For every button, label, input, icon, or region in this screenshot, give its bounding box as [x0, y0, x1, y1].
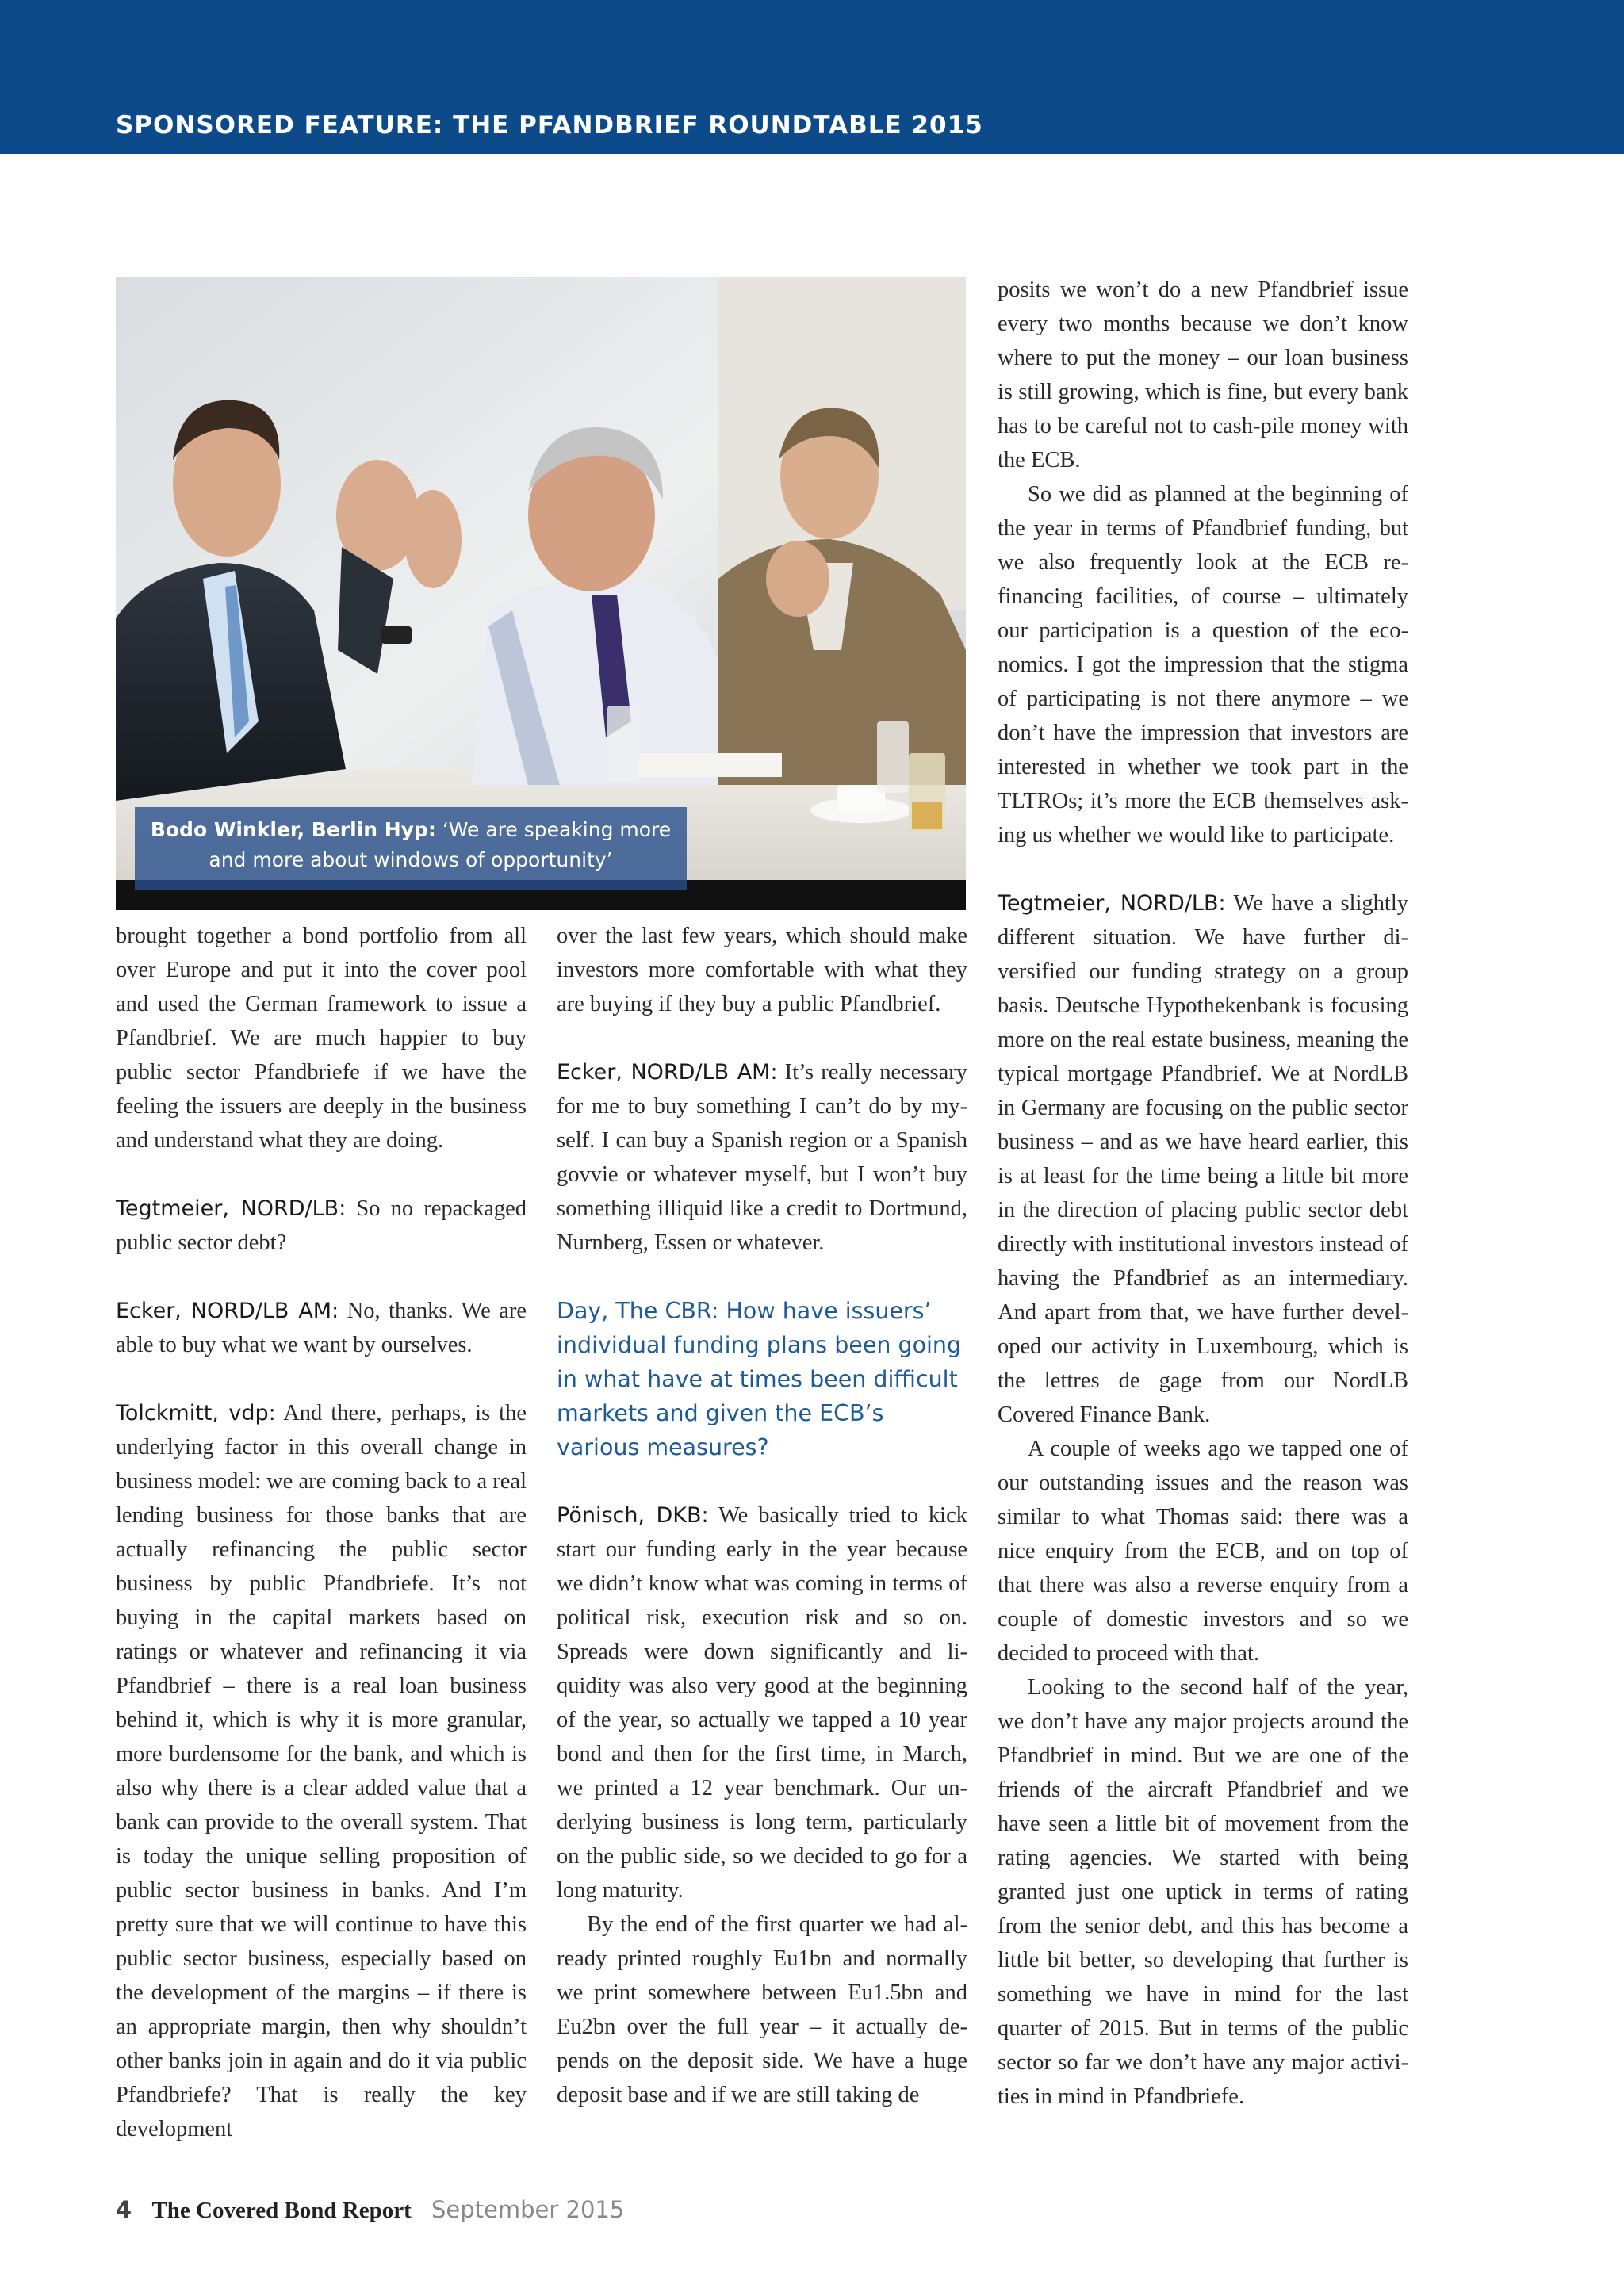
caption-speaker: Bodo Winkler, Berlin Hyp:: [150, 818, 436, 841]
caption-quote: ‘We are speaking more and more about windows of opportunity’: [209, 818, 672, 871]
page-number: 4: [116, 2196, 132, 2223]
paragraph: brought together a bond portfolio from all over Europe and put it into the cover pool and used the German framework to issue a Pfandbrief. We are much happier to buy public sector Pfandbriefe if we have the feeling the issuers are deeply in the business and understand what they are doing.: [116, 924, 527, 1153]
paragraph: over the last few years, which should make investors more comfortable with what they are buying if they buy a public Pfandbrief.: [557, 924, 967, 1016]
paragraph: posits we won’t do a new Pfandbrief issue every two months because we don’t know where to put the money – our loan business is still growing, which is fine, but every bank has to be careful not to cash-pile money with the ECB.: [998, 277, 1408, 473]
paragraph: [998, 886, 1408, 1432]
moderator-question: Day, The CBR: How have issuers’ individual funding plans been going in what have at times been difficult markets and given the ECB’s various measures?: [557, 1298, 962, 1460]
speech-text: So no repackaged public sector debt?: [116, 1196, 527, 1255]
speech-text: No, thanks. We are able to buy what we want by ourselves.: [116, 1299, 527, 1357]
speech-text: And there, perhaps, is the underlying factor in this overall change in business model: we are coming back to a real lending business for those banks that are actually refinancing the public sector business by public Pfandbriefe. It’s not buying in the capital markets based on ratings or whatever and refinancing it via Pfandbrief – there is a real loan business behind it, which is why it is more granular, more burdensome for the bank, and which is also why there is a clear added value that a bank can provide to the overall system. That is today the unique selling proposition of public sector business in banks. And I’m pretty sure that we will continue to have this public sector business, especially based on the development of the margins – if there is an appropriate margin, then why shouldn’t other banks join in again and do it via public Pfandbriefe? That is really the key development: [116, 1401, 527, 2141]
paragraph: By the end of the first quarter we had already printed roughly Eu1bn and normally we print somewhere between Eu1.5bn and Eu2bn over the full year – it actually depends on the deposit side. We have a huge deposit base and if we are still taking de: [557, 1912, 967, 2107]
speech-text: It’s really necessary for me to buy something I can’t do by myself. I can buy a Spanish region or a Spanish govvie or whatever myself, but I won’t buy something illiquid like a credit to Dortmund, Nurnberg, Essen or whatever.: [557, 1060, 967, 1255]
speaker-name: Ecker, NORD/LB AM:: [557, 1060, 778, 1085]
issue-date: September 2015: [431, 2196, 625, 2223]
page-footer: [116, 2196, 624, 2224]
speaker-name: Ecker, NORD/LB AM:: [116, 1299, 339, 1323]
speech-text: We basically tried to kick start our funding early in the year because we didn’t know what was coming in terms of political risk, execution risk and so on. Spreads were down significantly and liquidity was also very good at the beginning of the year, so actually we tapped a 10 year bond and then for the first time, in March, we printed a 12 year benchmark. Our underlying business is long term, particularly on the public side, so we decided to go for a long maturity.: [557, 1503, 967, 1903]
paragraph: Looking to the second half of the year, we don’t have any major projects around the Pfandbrief in mind. But we are one of the friends of the aircraft Pfandbrief and we have seen a little bit of movement from the rating agencies. We started with being granted just one uptick in terms of rating from the senior debt, and this has become a little bit better, so developing that further is something we have in mind for the last quarter of 2015. But in terms of the public sector so far we don’t have any major activities in mind in Pfandbriefe.: [998, 1675, 1408, 2109]
text-column-3: [998, 273, 1408, 2114]
text-column-1: [116, 919, 527, 2146]
paragraph: [116, 1192, 527, 1260]
section-title: SPONSORED FEATURE: THE PFANDBRIEF ROUNDTABLE 2015: [116, 111, 983, 140]
text-column-2: [557, 919, 967, 2112]
speaker-name: Tegtmeier, NORD/LB:: [116, 1196, 347, 1221]
paragraph: [116, 1294, 527, 1362]
speech-text: We have a slightly different situation. We have further diversified our funding strategy on a group basis. Deutsche Hypothekenbank is focusing more on the real estate business, meaning the typical mortgage Pfandbrief. We at NordLB in Germany are focusing on the public sector business – and as we have heard earlier, this is at least for the time being a little bit more in the direction of placing public sector debt directly with institutional investors instead of having the Pfandbrief as an intermediary. And apart from that, we have further developed our activity in Luxembourg, which is the lettres de gage from our NordLB Covered Finance Bank.: [998, 891, 1408, 1427]
speaker-name: Pönisch, DKB:: [557, 1503, 709, 1528]
roundtable-photo: [116, 277, 966, 910]
photo-caption: [135, 807, 687, 890]
paragraph: [116, 1396, 527, 2146]
paragraph: So we did as planned at the beginning of the year in terms of Pfandbrief funding, but we also frequently look at the ECB refinancing facilities, of course – ultimately our participation is a question of the economics. I got the impression that the stigma of participating is not there anymore – we don’t have the impression that investors are interested in whether we took part in the TLTROs; it’s more the ECB themselves asking us whether we would like to participate.: [998, 482, 1408, 848]
speaker-name: Tegtmeier, NORD/LB:: [998, 891, 1226, 916]
speaker-name: Tolckmitt, vdp:: [116, 1401, 276, 1425]
paragraph: [557, 1498, 967, 1908]
paragraph: A couple of weeks ago we tapped one of our outstanding issues and the reason was similar to what Thomas said: there was a nice enquiry from the ECB, and on top of that there was also a reverse enquiry from a couple of domestic investors and so we decided to proceed with that.: [998, 1437, 1408, 1666]
publication-name: The Covered Bond Report: [151, 2198, 412, 2223]
paragraph: [557, 1055, 967, 1260]
